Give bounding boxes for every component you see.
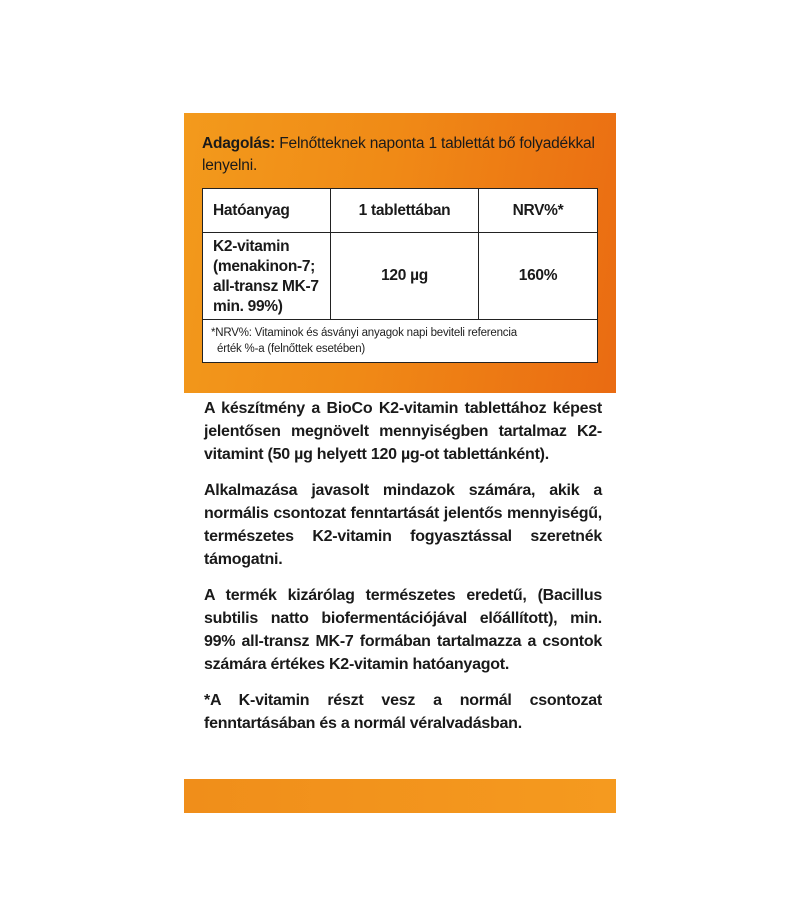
- nrv-footnote-line1: *NRV%: Vitaminok és ásványi anyagok napi beviteli referencia: [211, 327, 517, 339]
- table-header-row: [203, 189, 597, 233]
- header-ingredient: Hatóanyag: [203, 189, 331, 232]
- product-description: [204, 397, 602, 748]
- description-paragraph-4: *A K-vitamin részt vesz a normál csontozat fenntartásában és a normál véralvadásban.: [204, 692, 602, 732]
- dosage-instructions: [202, 133, 602, 177]
- cell-ingredient: K2-vitamin (menakinon-7; all-transz MK-7 min. 99%): [203, 233, 331, 319]
- header-amount: 1 tablettában: [331, 189, 479, 232]
- nutrition-table: [202, 188, 598, 363]
- table-row: [203, 233, 597, 320]
- dosage-text: Felnőtteknek naponta 1 tablettát bő folyadékkal lenyelni.: [202, 135, 595, 174]
- nrv-footnote: [203, 320, 525, 362]
- dosage-label: Adagolás:: [202, 135, 276, 152]
- header-nrv: NRV%*: [512, 202, 564, 219]
- description-paragraph-3: A termék kizárólag természetes eredetű, (Bacillus subtilis natto biofermentációjával előállított), min. 99% all-transz MK-7 formában tartalmazza a csontok számára értékes K2-vitamin hatóanyagot.: [204, 587, 602, 673]
- product-info-panel: [184, 113, 616, 813]
- description-paragraph-1: A készítmény a BioCo K2-vitamin tablettához képest jelentősen megnövelt mennyiségben tartalmaz K2-vitamint (50 µg helyett 120 µg-ot tablettánként).: [204, 400, 602, 463]
- cell-nrv: 160%: [518, 267, 558, 284]
- cell-amount: 120 µg: [331, 233, 479, 319]
- description-paragraph-2: Alkalmazása javasolt mindazok számára, akik a normális csontozat fenntartását jelentős mennyiségű, természetes K2-vitamin fogyasztással szeretnék támogatni.: [204, 482, 602, 568]
- table-footnote-row: [203, 320, 597, 362]
- orange-footer-band: [184, 779, 616, 813]
- nrv-footnote-line2: érték %-a (felnőttek esetében): [217, 343, 366, 355]
